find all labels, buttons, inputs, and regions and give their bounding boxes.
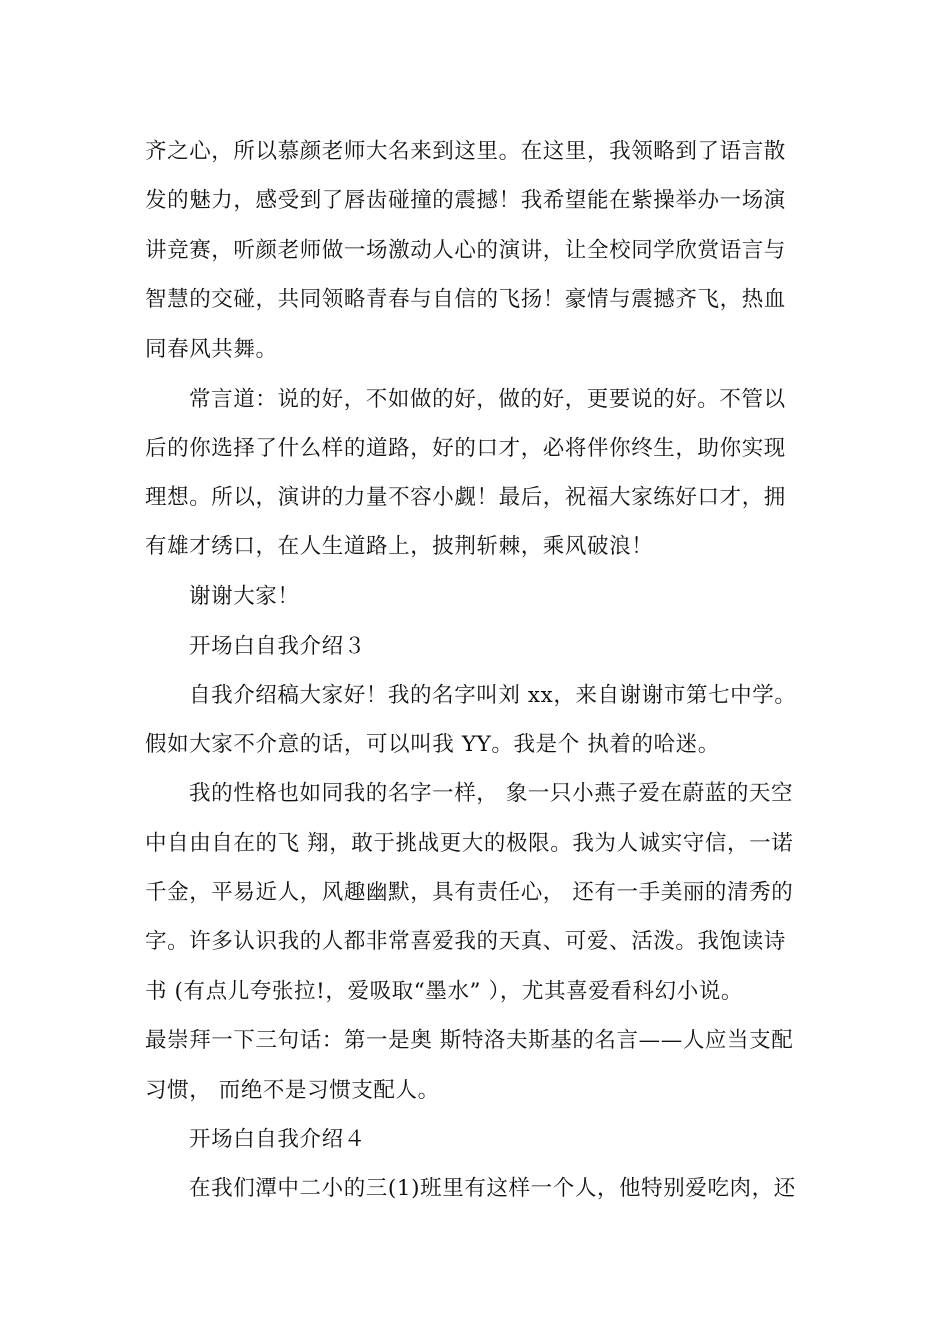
text-line: 齐之心，所以慕颜老师大名来到这里。在这里，我领略到了语言散 (145, 139, 786, 164)
text-line: 同春风共舞。 (145, 337, 278, 362)
closing-line: 谢谢大家！ (189, 584, 300, 609)
section-heading: 开场白自我介绍３ (189, 634, 366, 659)
text-line: 假如大家不介意的话，可以叫我 YY。我是个 执着的哈迷。 (145, 732, 720, 757)
text-line: 有雄才绣口，在人生道路上，披荆斩棘，乘风破浪！ (145, 534, 654, 559)
text-line: 千金，平易近人，风趣幽默，具有责任心， 还有一手美丽的清秀的 (145, 880, 794, 905)
text-line: 发的魅力，感受到了唇齿碰撞的震撼！我希望能在紫操举办一场演 (145, 188, 786, 213)
text-line: 理想。所以，演讲的力量不容小觑！最后，祝福大家练好口才，拥 (145, 485, 786, 510)
text-line: 讲竞赛，听颜老师做一场激动人心的演讲，让全校同学欣赏语言与 (145, 238, 786, 263)
section-heading: 开场白自我介绍４ (189, 1127, 366, 1152)
paragraph-start: 常言道：说的好，不如做的好，做的好，更要说的好。不管以 (189, 387, 786, 412)
text-line: 书 (有点儿夸张拉!，爱吸取“墨水” ），尤其喜爱看科幻小说。 (145, 979, 744, 1004)
paragraph-start: 我的性格也如同我的名字一样， 象一只小燕子爱在蔚蓝的天空 (189, 781, 794, 806)
paragraph-start: 自我介绍稿大家好！我的名字叫刘 xx，来自谢谢市第七中学。 (189, 683, 797, 708)
text-line: 字。许多认识我的人都非常喜爱我的天真、可爱、活泼。我饱读诗 (145, 929, 786, 954)
text-line: 中自由自在的飞 翔，敢于挑战更大的极限。我为人诚实守信，一诺 (145, 831, 794, 856)
text-line: 后的你选择了什么样的道路，好的口才，必将伴你终生，助你实现 (145, 436, 786, 461)
text-line: 习惯， 而绝不是习惯支配人。 (145, 1078, 440, 1103)
paragraph-start: 在我们潭中二小的三(1)班里有这样一个人，他特别爱吃肉，还 (189, 1176, 796, 1201)
text-line: 最崇拜一下三句话：第一是奥 斯特洛夫斯基的名言——人应当支配 (145, 1028, 794, 1053)
text-line: 智慧的交碰，共同领略青春与自信的飞扬！豪情与震撼齐飞，热血 (145, 287, 786, 312)
